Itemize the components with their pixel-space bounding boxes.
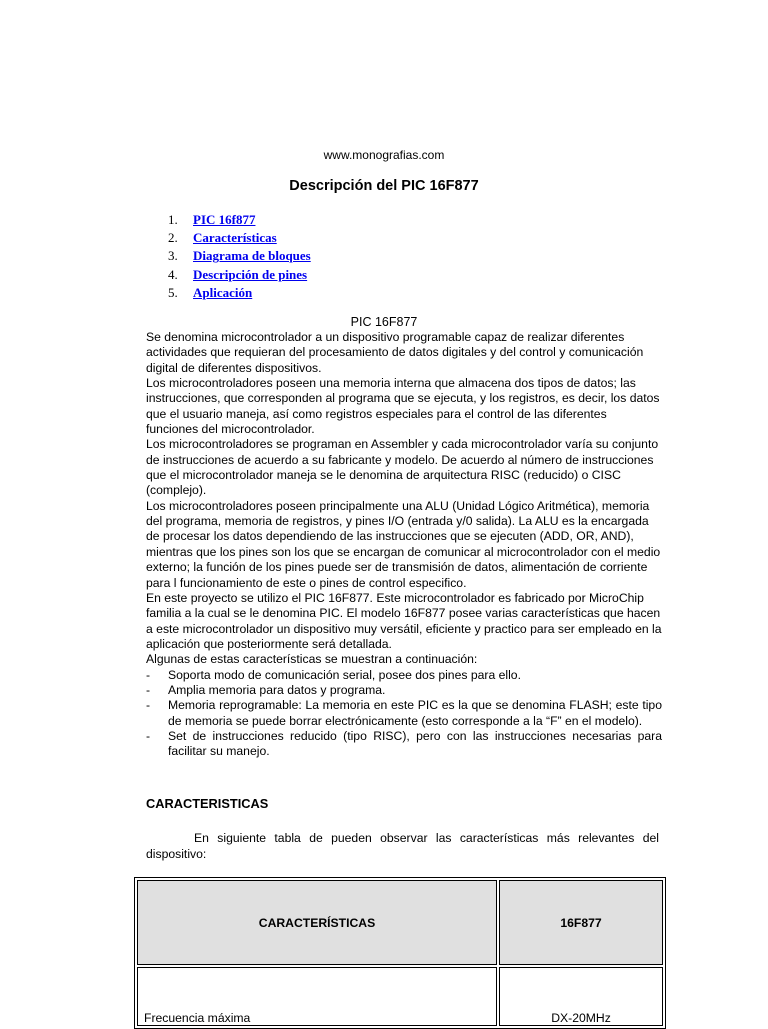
toc-link-aplicacion[interactable]: Aplicación (193, 284, 253, 300)
list-item (146, 729, 662, 760)
paragraph: Los microcontroladores poseen principalmente una ALU (Unidad Lógico Aritmética), memoria del programa, memoria de registros, y pines I/O (entrada y/0 salida). La ALU es la encargada de procesar los datos dependiendo de las instrucciones que se ejecuten (ADD, OR, AND), mientras que los pines son los que se encargan de comunicar al microcontrolador con el medio externo; la función de los pines puede ser de transmisión de datos, alimentación de corriente para l funcionamiento de este o pines de control especifico. (146, 498, 661, 590)
toc-item (168, 211, 311, 229)
toc-item (168, 229, 311, 247)
toc-number: 2. (168, 230, 178, 246)
characteristics-table (134, 877, 666, 1029)
section-heading-pic: PIC 16F877 (350, 315, 418, 329)
table-intro-paragraph: En siguiente tabla de pueden observar las características más relevantes del dispositivo: (146, 831, 659, 861)
feature-list (146, 668, 662, 760)
document-title: Descripción del PIC 16F877 (289, 178, 479, 194)
toc-link-pines[interactable]: Descripción de pines (193, 266, 308, 282)
site-url: www.monografias.com (323, 148, 445, 162)
bullet-dash: - (146, 682, 151, 697)
list-item (146, 668, 662, 683)
paragraph: Los microcontroladores poseen una memoria interna que almacena dos tipos de datos; las instrucciones, que corresponden al programa que se ejecuta, y los registros, es decir, los datos que el usuario maneja, así como registros especiales para el control de las diferentes funciones del microcontrolador. (146, 376, 660, 437)
bullet-dash: - (146, 728, 151, 743)
table-cell: Frecuencia máxima (137, 967, 497, 1026)
toc-link-diagrama[interactable]: Diagrama de bloques (193, 248, 311, 264)
table-cell: DX-20MHz (499, 967, 663, 1026)
toc-number: 1. (168, 212, 178, 227)
bullet-dash: - (146, 698, 151, 713)
toc-link-pic[interactable]: PIC 16f877 (193, 212, 256, 227)
bullet-dash: - (146, 667, 151, 682)
list-item (146, 698, 662, 729)
list-item-text: Set de instrucciones reducido (tipo RISC), pero con las instrucciones necesarias para facilitar su manejo. (168, 728, 662, 759)
toc-item (168, 284, 311, 302)
paragraph: Se denomina microcontrolador a un dispositivo programable capaz de realizar diferentes actividades que requieran del procesamiento de datos digitales y del control y comunicación digital de diferentes dispositivos. (146, 330, 644, 375)
list-item-text: Memoria reprogramable: La memoria en este PIC es la que se denomina FLASH; este tipo de memoria se puede borrar electrónicamente (esto corresponde a la “F” en el modelo). (168, 698, 662, 728)
paragraph: Algunas de estas características se muestran a continuación: (146, 652, 478, 667)
table-of-contents (168, 211, 311, 302)
toc-item (168, 247, 311, 265)
toc-number: 3. (168, 248, 178, 264)
section-heading-caracteristicas: CARACTERISTICAS (146, 796, 269, 811)
table-header-row (137, 880, 663, 965)
list-item-text: Soporta modo de comunicación serial, posee dos pines para ello. (168, 667, 521, 682)
table-row (137, 967, 663, 1026)
toc-number: 4. (168, 266, 178, 282)
paragraph: Los microcontroladores se programan en Assembler y cada microcontrolador varía su conjunto de instrucciones de acuerdo a su fabricante y modelo. De acuerdo al número de instrucciones que el microcontrolador maneja se le denomina de arquitectura RISC (reducido) o CISC (complejo). (146, 437, 659, 498)
list-item-text: Amplia memoria para datos y programa. (168, 682, 386, 697)
section-body (146, 330, 662, 760)
list-item (146, 683, 662, 698)
paragraph: En este proyecto se utilizo el PIC 16F877. Este microcontrolador es fabricado por MicroChip familia a la cual se le denomina PIC. El modelo 16F877 posee varias características que hacen a este microcontrolador un dispositivo muy versátil, eficiente y practico para ser empleado en la aplicación que posteriormente será detallada. (146, 590, 662, 651)
toc-link-caracteristicas[interactable]: Características (193, 230, 277, 246)
table-header-cell: 16F877 (499, 880, 663, 965)
table-header-cell: CARACTERÍSTICAS (137, 880, 497, 965)
toc-item (168, 266, 311, 284)
toc-number: 5. (168, 284, 178, 300)
